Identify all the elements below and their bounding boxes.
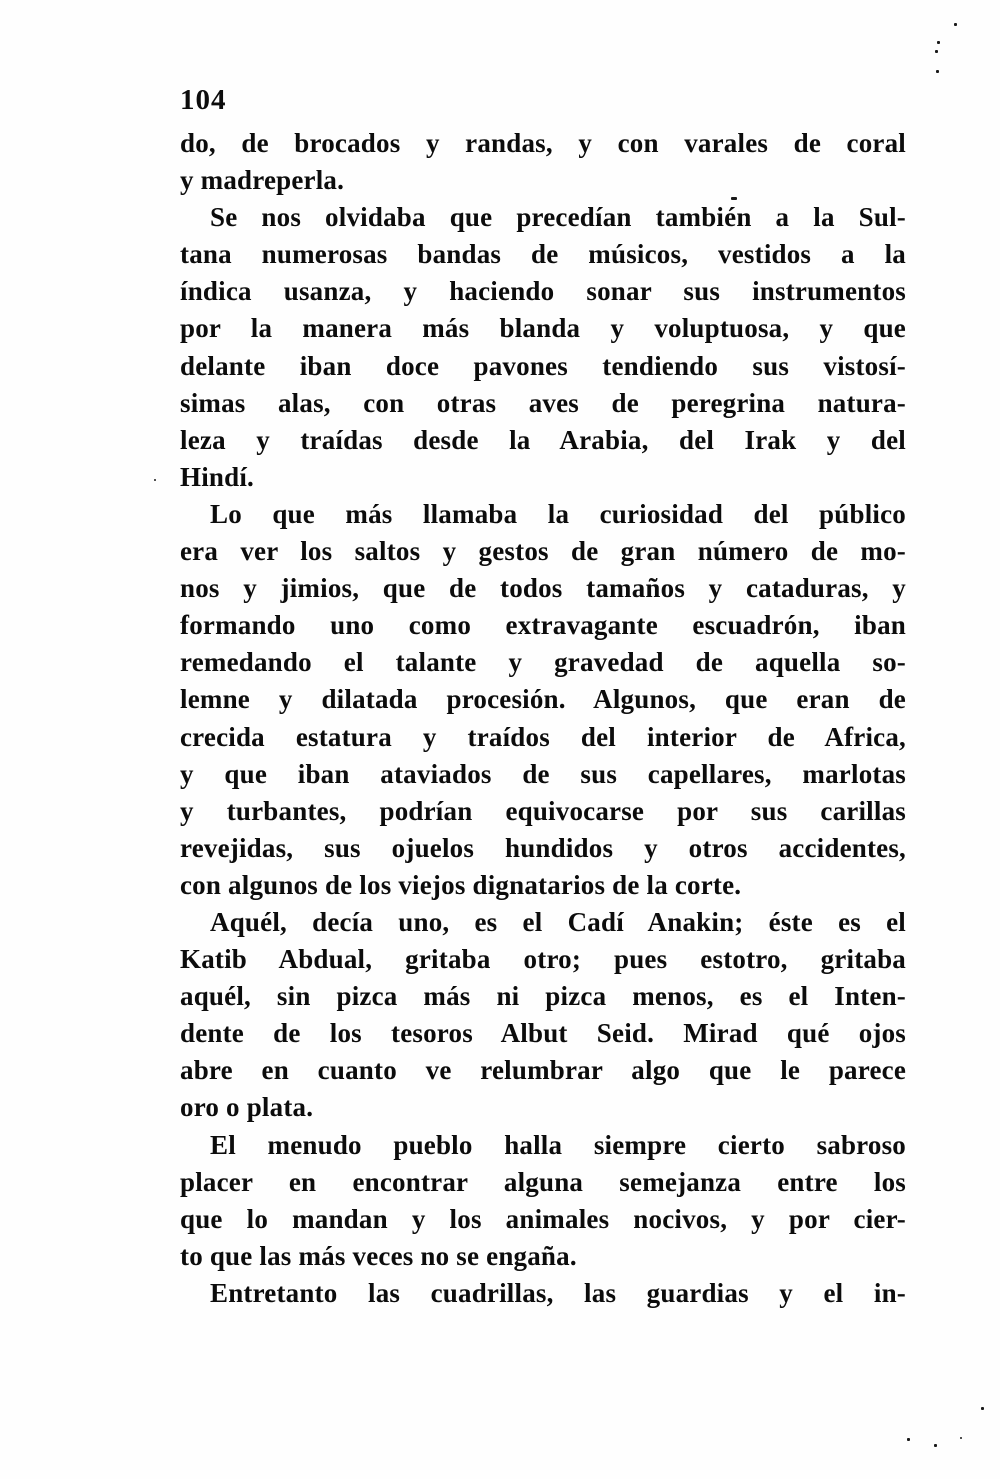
text-line: do, de brocados y randas, y con varales de coral	[180, 128, 906, 158]
text-line: lemne y dilatada procesión. Algunos, que eran de	[180, 684, 906, 715]
text-line: aquél, sin pizca más ni pizca menos, es el Inten-	[180, 981, 906, 1012]
scan-speck	[935, 50, 938, 53]
text-line: remedando el talante y gravedad de aquella so-	[180, 647, 906, 678]
text-line: Se nos olvidaba que precedían también a la Sul-	[210, 202, 906, 233]
scan-speck	[937, 41, 940, 44]
scan-speck	[954, 23, 957, 26]
text-line: Lo que más llamaba la curiosidad del público	[210, 498, 906, 529]
scan-speck	[154, 479, 156, 481]
scan-speck	[981, 1407, 984, 1410]
scan-speck	[731, 197, 737, 200]
body-text	[180, 125, 906, 1312]
text-line: y que iban ataviados de sus capellares, marlotas	[180, 758, 906, 789]
text-line: que lo mandan y los animales nocivos, y por cier-	[180, 1203, 906, 1234]
scan-speck	[960, 1437, 962, 1439]
text-line: El menudo pueblo halla siempre cierto sabroso	[210, 1129, 906, 1160]
text-line: y madreperla.	[180, 165, 345, 196]
text-line: Entretanto las cuadrillas, las guardias y el in-	[210, 1277, 906, 1308]
text-line: era ver los saltos y gestos de gran número de mo-	[180, 536, 906, 567]
text-line: tana numerosas bandas de músicos, vestidos a la	[180, 239, 906, 270]
text-line: por la manera más blanda y voluptuosa, y que	[180, 313, 906, 344]
scan-speck	[934, 1444, 937, 1447]
text-line: nos y jimios, que de todos tamaños y cataduras, y	[180, 573, 906, 604]
text-line: to que las más veces no se engaña.	[180, 1240, 577, 1271]
text-line: índica usanza, y haciendo sonar sus instrumentos	[180, 276, 906, 307]
text-line: oro o plata.	[180, 1092, 314, 1123]
text-line: Aquél, decía uno, es el Cadí Anakin; éste es el	[210, 906, 906, 937]
scan-speck	[907, 1438, 910, 1441]
text-line: abre en cuanto ve relumbrar algo que le parece	[180, 1055, 906, 1086]
text-line: dente de los tesoros Albut Seid. Mirad qué ojos	[180, 1018, 906, 1049]
text-line: placer en encontrar alguna semejanza entre los	[180, 1166, 906, 1197]
page-number: 104	[180, 84, 227, 116]
scan-speck	[936, 70, 939, 73]
text-line: Katib Abdual, gritaba otro; pues estotro, gritaba	[180, 944, 906, 975]
text-line: y turbantes, podrían equivocarse por sus carillas	[180, 795, 906, 826]
text-line: crecida estatura y traídos del interior de Africa,	[180, 721, 906, 752]
text-line: delante iban doce pavones tendiendo sus vistosí-	[180, 350, 906, 381]
text-line: revejidas, sus ojuelos hundidos y otros accidentes,	[180, 832, 906, 863]
text-line: simas alas, con otras aves de peregrina natura-	[180, 387, 906, 418]
text-line: Hindí.	[180, 461, 254, 492]
text-block	[180, 82, 906, 1312]
text-line: leza y traídas desde la Arabia, del Irak y del	[180, 424, 906, 455]
text-line: formando uno como extravagante escuadrón, iban	[180, 610, 906, 641]
text-line: con algunos de los viejos dignatarios de la corte.	[180, 869, 742, 900]
